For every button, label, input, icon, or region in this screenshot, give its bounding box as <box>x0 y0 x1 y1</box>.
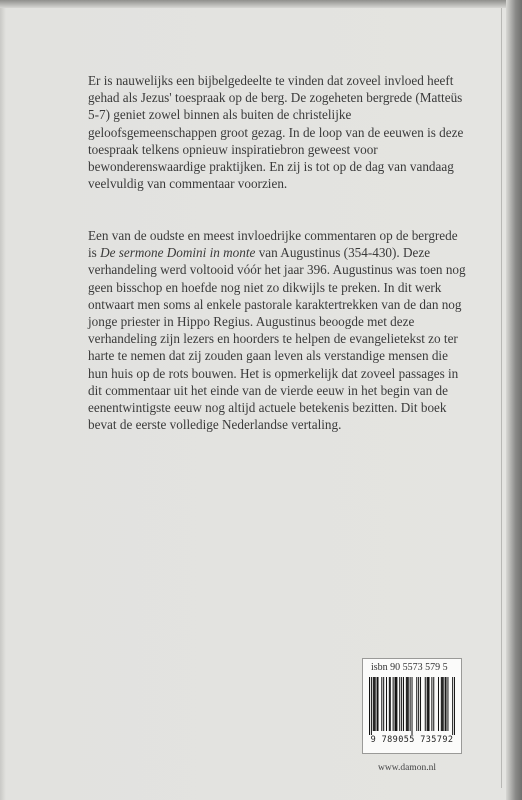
barcode-bar <box>428 677 429 731</box>
barcode-bar <box>378 677 379 731</box>
barcode-bar <box>412 677 413 735</box>
barcode-bar <box>452 677 453 735</box>
barcode-bar <box>386 677 387 731</box>
barcode-bar <box>373 677 374 731</box>
barcode-bar <box>403 677 404 731</box>
spine-edge <box>506 0 522 800</box>
barcode-bar <box>396 677 397 731</box>
blurb-paragraph-2-intro: Een van de oudste en meest invloedrijke commentaren op de bergrede is <box>88 228 458 261</box>
barcode-bar <box>395 677 396 731</box>
cover-edge-line <box>501 8 502 788</box>
barcode-bar <box>427 677 428 731</box>
publisher-website: www.damon.nl <box>378 763 436 773</box>
barcode-bar <box>429 677 430 731</box>
barcode-bar <box>418 677 419 731</box>
work-title: De sermone Domini in monte <box>100 245 256 261</box>
barcode-icon <box>369 677 455 735</box>
blurb-paragraph-2-rest: van Augustinus (354-430). Deze verhandeling werd voltooid vóór het jaar 396. Augustinus was toen nog geen bisschop en hoefde nog niet zo dikwijls te preken. In dit werk ontwaart men soms al enkele pastorale karaktertrekken van de dan nog jonge priester in Hippo Regius. Augustinus beoogde met deze verhandeling zijn lezers en hoorders te helpen de evangelietekst zo ter harte te nemen dat zij zouden gaan leven als verstandige mensen die hun huis op de rots bouwen. Het is opmerkelijk dat zoveel passages in dit commentaar uit het einde van de vierde eeuw in het begin van de eenentwintigste eeuw nog altijd actuele betekenis bezitten. Dit boek bevat de eerste volledige Nederlandse vertaling. <box>88 245 466 433</box>
top-shadow <box>0 0 522 8</box>
barcode-bar <box>406 677 407 731</box>
barcode-bar <box>441 677 442 731</box>
barcode-bar <box>454 677 455 735</box>
barcode-bar <box>374 677 375 731</box>
blurb-paragraph-1-text: Er is nauwelijks een bijbelgedeelte te vinden dat zoveel invloed heeft gehad als Jezus' toespraak op de berg. De zogeheten bergrede (Matteüs 5-7) geniet zowel binnen als buiten de christelijke geloofsgemeenschappen groot gezag. In de loop van de eeuwen is deze toespraak telkens opnieuw inspiratiebron geweest voor bewonderenswaardige praktijken. En zij is tot op de dag van vandaag veelvuldig van commentaar voorzien. <box>88 73 464 192</box>
blurb-paragraph-1 <box>88 72 468 192</box>
barcode-bar <box>390 677 391 731</box>
barcode-sticker <box>362 658 462 754</box>
barcode-bar <box>425 677 426 731</box>
barcode-bar <box>401 677 402 731</box>
barcode-bar <box>407 677 408 731</box>
barcode-bar <box>445 677 446 731</box>
isbn-label: isbn 90 5573 579 5 <box>371 662 448 673</box>
barcode-bar <box>381 677 382 731</box>
barcode-bar <box>438 677 439 731</box>
barcode-bar <box>395 677 396 731</box>
barcode-bar <box>389 677 390 731</box>
barcode-bar <box>375 677 376 731</box>
barcode-bar <box>420 677 421 731</box>
barcode-bar <box>447 677 448 731</box>
barcode-bar <box>371 677 372 735</box>
barcode-bar <box>377 677 378 731</box>
barcode-bar <box>416 677 417 731</box>
barcode-bar <box>393 677 394 731</box>
barcode-bar <box>369 677 370 735</box>
barcode-bar <box>433 677 434 731</box>
barcode-bar <box>383 677 384 731</box>
blurb-paragraph-2 <box>88 227 468 433</box>
barcode-bar <box>408 677 409 731</box>
barcode-bar <box>442 677 443 731</box>
barcode-digits: 9 789055 735792 <box>370 735 454 745</box>
barcode-bar <box>443 677 444 731</box>
barcode-bar <box>446 677 447 731</box>
barcode-bar <box>410 677 411 731</box>
barcode-bar <box>431 677 432 731</box>
barcode-bar <box>399 677 400 731</box>
